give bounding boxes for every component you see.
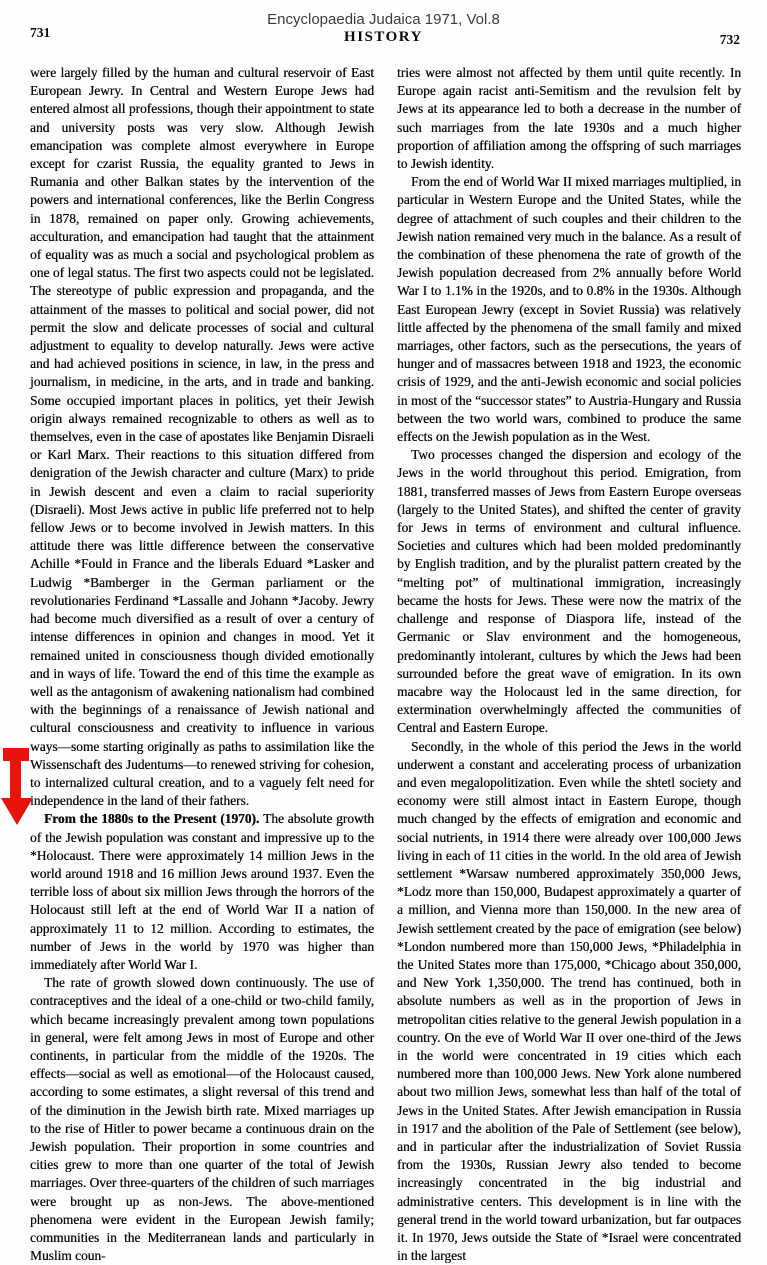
paragraph: From the end of World War II mixed marriages multiplied, in particular in Western Europe and the United States, while the degree of attachment of such couples and their children to the Jewish nation remained very much in the balance. As a result of the combination of these phenomena the rate of growth of the Jewish population decreased from 2% annually before World War I to 1.1% in the 1920s, and to 0.8% in the 1930s. Although East European Jewry (except in Soviet Russia) was relatively little affected by the phenomena of the small family and mixed marriages, other factors, such as the persecutions, the years of hunger and of massacres between 1918 and 1923, the economic crisis of 1929, and the anti-Jewish economic and social policies in most of the “successor states” to Austria-Hungary and Russia between the two world wars, combined to produce the same effects on the Jewish population as in the West. bbox=[397, 174, 741, 445]
paragraph: tries were almost not affected by them until quite recently. In Europe again racist anti-Semitism and the revulsion felt by Jews at its appearance led to both a decrease in the number of such marriages from the late 1930s and a much higher proportion of affiliation among the offspring of such marriages to Jewish identity. bbox=[397, 65, 741, 172]
red-arrow-annotation bbox=[1, 748, 33, 826]
right-column bbox=[397, 64, 741, 1265]
paragraph: The rate of growth slowed down continuously. The use of contraceptives and the ideal of a one-child or two-child family, which became increasingly prevalent among town populations in general, were felt among Jews in most of Europe and other continents, in particular from the middle of the 1920s. The effects—social as well as emotional—of the Holocaust caused, according to some estimates, a slight reversal of this trend and of the diminution in the Jewish birth rate. Mixed marriages up to the rise of Hitler to power became a continuous drain on the Jewish population. Their proportion in some countries and cities grew to more than one quarter of the total of Jewish marriages. Over three-quarters of the children of such marriages were brought up as non-Jews. The above-mentioned phenomena were evident in the European Jewish family; communities in the Mediterranean lands and particularly in Muslim coun- bbox=[30, 975, 374, 1264]
left-column bbox=[30, 64, 374, 1265]
page-number-left: 731 bbox=[30, 25, 51, 40]
red-arrow-stem bbox=[10, 760, 21, 798]
page-number-right: 732 bbox=[719, 32, 740, 47]
section-heading: From the 1880s to the Present (1970). bbox=[44, 811, 264, 827]
page-title: HISTORY bbox=[344, 29, 423, 45]
source-banner: Encyclopaedia Judaica 1971, Vol.8 bbox=[267, 11, 500, 28]
paragraph: Secondly, in the whole of this period the Jews in the world underwent a constant and accelerating process of urbanization and even megalopolitization. Even while the shtetl society and economy were still almost intact in Eastern Europe, though much changed by the effects of emigration and economic and social nutrients, in 1914 there were already over 100,000 Jews living in each of 11 cities in the world. In the old area of Jewish settlement *Warsaw numbered approximately 350,000 Jews, *Lodz more than 150,000, Budapest approximately a quarter of a million, and Vienna more than 150,000. In the new area of Jewish settlement created by the pace of emigration (see below) *London numbered more than 150,000 Jews, *Philadelphia in the United States more than 175,000, *Chicago about 350,000, and New York 1,350,000. The trend has continued, both in absolute numbers as well as in the proportion of Jews in metropolitan cities relative to the general Jewish population in a country. On the eve of World War II over one-third of the Jews in the world were concentrated in 19 cities which each numbered more than 100,000 Jews. New York alone numbered about two million Jews, somewhat less than half of the total of Jews in the United States. After Jewish emancipation in Russia in 1917 and the abolition of the Pale of Settlement (see below), and in particular after the industrialization of Soviet Russia from the 1930s, Russian Jewry also tended to become increasingly concentrated in the big industrial and administrative centers. This development is in line with the general trend in the world toward urbanization, but far outpaces it. In 1970, Jews outside the State of *Israel were concentrated in the largest bbox=[397, 738, 741, 1264]
paragraph: From the 1880s to the Present (1970). The absolute growth of the Jewish population was constant and impressive up to the *Holocaust. There were approximately 14 million Jews in the world around 1918 and 16 million Jews around 1937. Even the terrible loss of about six million Jews through the horrors of the Holocaust still left at the end of World War II a nation of approximately 11 to 12 million. According to estimates, the number of Jews in the world by 1970 was higher than immediately after World War I. bbox=[30, 811, 374, 972]
paragraph: were largely filled by the human and cultural reservoir of East European Jewry. In Central and Western Europe Jews had entered almost all professions, though their appointment to state and university posts was very slow. Although Jewish emancipation was complete almost everywhere in Europe except for czarist Russia, the equality granted to Jews in Rumania and other Balkan states by the intervention of the powers and international conferences, like the Berlin Congress in 1878, remained on paper only. Growing achievements, acculturation, and emancipation had taught that the attainment of equality was as much a social and psychological problem as one of legal status. The first two aspects could not be legislated. The stereotype of public expression and propaganda, and the attainment of the masses to political and social power, did not permit the slow and delicate processes of social and cultural adjustment to equality to develop naturally. Jews were active and had achieved positions in science, in law, in the press and journalism, in medicine, in the arts, and in trade and banking. Some occupied important places in politics, yet their Jewish origin always remained recognizable to others as well as to themselves, even in the case of apostates like Benjamin Disraeli or Karl Marx. Their reactions to this situation differed from denigration of the Jewish character and culture (Marx) to pride in Jewish descent and even a claim to racial superiority (Disraeli). Most Jews active in public life preferred not to help fellow Jews or to become involved in Jewish matters. In this attitude there was little difference between the conservative Achille *Fould in France and the liberals Eduard *Lasker and Ludwig *Bamberger in the German parliament or the revolutionaries Ferdinand *Lassalle and Johann *Jacoby. Jewry had become much diversified as a result of over a century of intense differences in opinion and changes in mood. Yet it remained united in consciousness though divided emotionally and in ways of life. Toward the end of this time the example as well as the antagonism of awakening nationalism had combined with the beginnings of a renaissance of Jewish national and cultural consciousness and creativity to influence in various ways—some starting originally as paths to assimilation like the Wissenschaft des Judentums—to renewed striving for cohesion, to internalized cultural creation, and to a vaguely felt need for independence in the land of their fathers. bbox=[30, 65, 374, 809]
paragraph: Two processes changed the dispersion and ecology of the Jews in the world throughout this period. Emigration, from 1881, transferred masses of Jews from Eastern Europe overseas (largely to the United States), and shifted the center of gravity for Jews in terms of environment and cultural influence. Societies and cultures which had been molded predominantly by English tradition, and by the pluralist pattern created by the “melting pot” of multinational immigration, increasingly became the hosts for Jews. These were now the matrix of the challenge and response of Diaspora life, instead of the Germanic or Slav environment and the homogeneous, predominantly intolerant, cultures by which the Jews had been surrounded before the great wave of emigration. In its own macabre way the Holocaust led in the same direction, for extermination overwhelmingly affected the communities of Central and Eastern Europe. bbox=[397, 447, 741, 736]
text-columns bbox=[30, 64, 741, 1265]
red-arrow-head bbox=[1, 798, 33, 825]
